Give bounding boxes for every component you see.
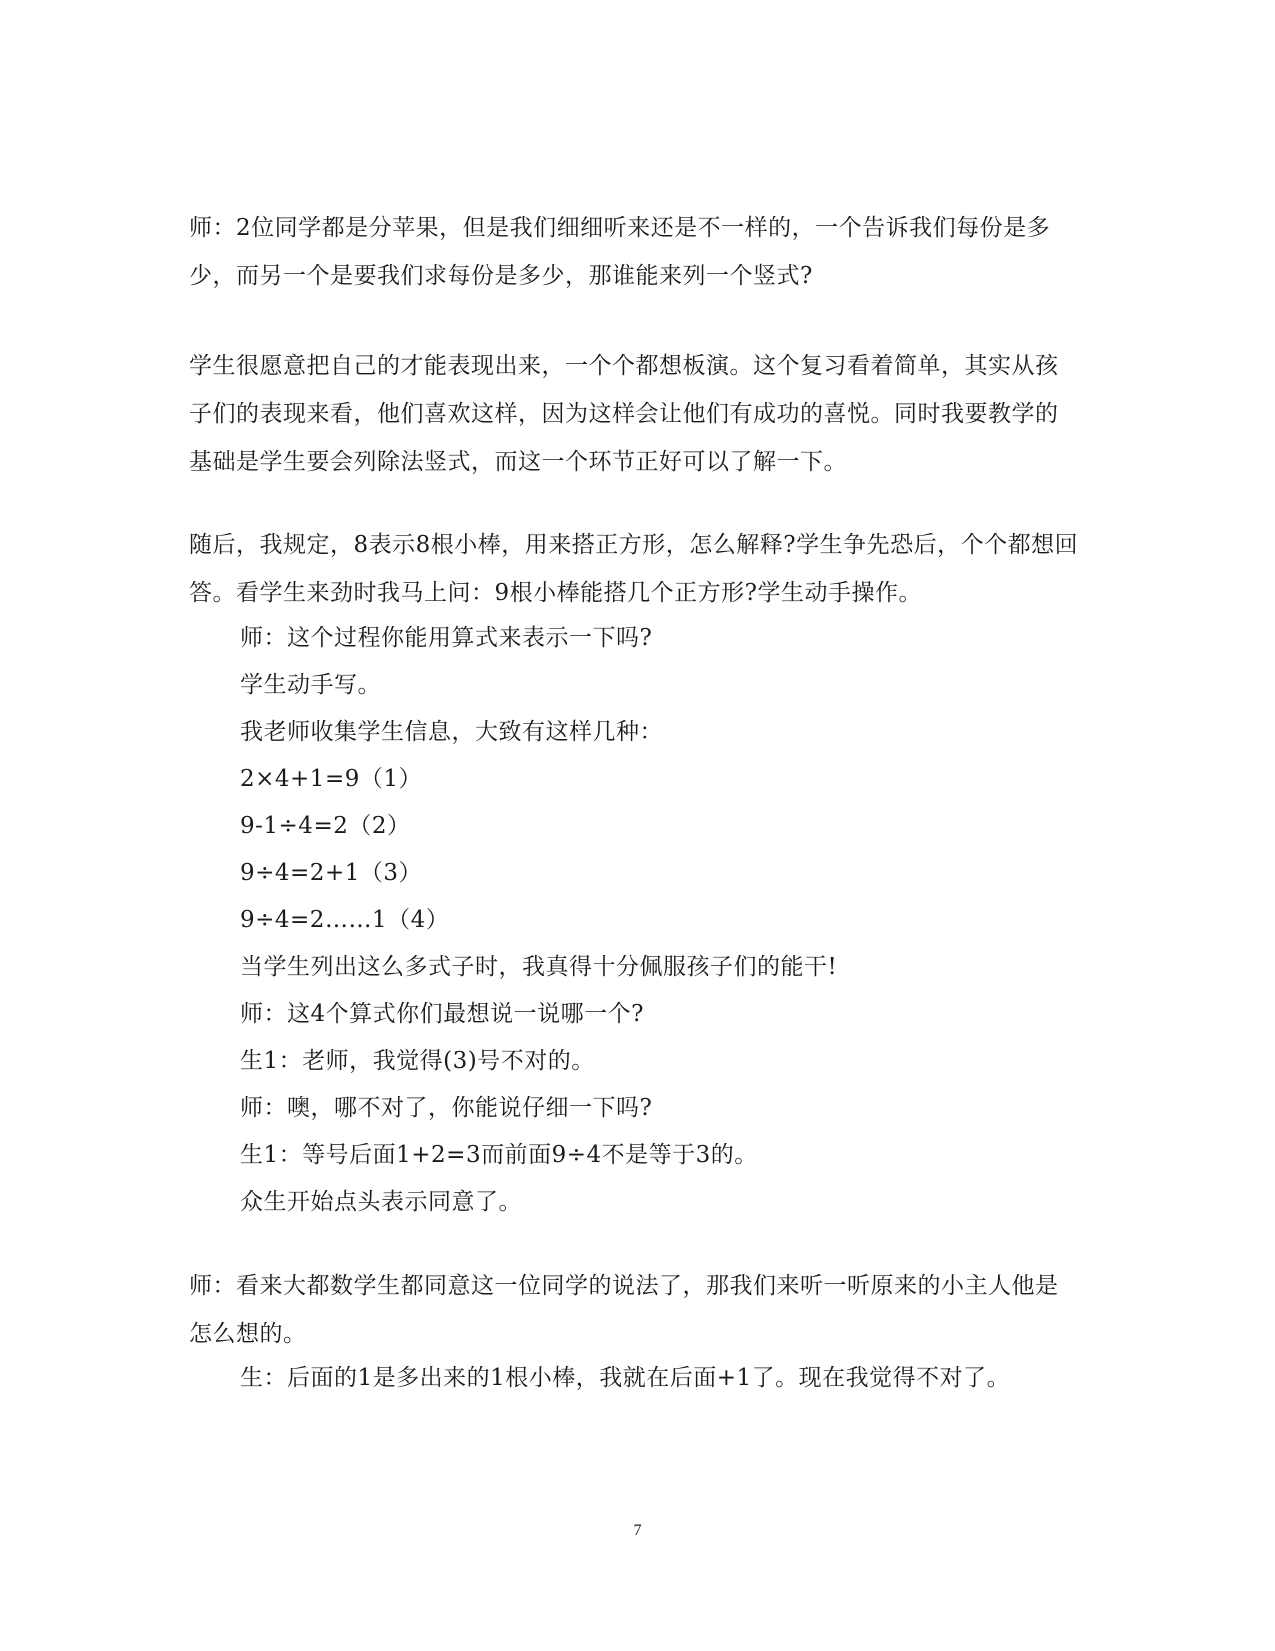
line-student-explain: 生：后面的1是多出来的1根小棒，我就在后面+1了。现在我觉得不对了。: [240, 1365, 1011, 1391]
line-collect-info: 我老师收集学生信息，大致有这样几种：: [240, 719, 663, 745]
line-student1-explain: 生1：等号后面1+2=3而前面9÷4不是等于3的。: [240, 1142, 758, 1168]
paragraph-teacher-listen: 师：看来大都数学生都同意这一位同学的说法了，那我们来听一听原来的小主人他是怎么想的。: [189, 1273, 1059, 1347]
paragraph-student-willing: 学生很愿意把自己的才能表现出来，一个个都想板演。这个复习看着简单，其实从孩子们的表现来看，他们喜欢这样，因为这样会让他们有成功的喜悦。同时我要教学的基础是学生要会列除法竖式，而这一个环节正好可以了解一下。: [189, 353, 1059, 475]
line-admire: 当学生列出这么多式子时，我真得十分佩服孩子们的能干!: [240, 954, 838, 980]
page-number: 7: [633, 1522, 642, 1539]
line-agree: 众生开始点头表示同意了。: [240, 1189, 522, 1215]
line-formula-3: 9÷4=2+1（3）: [240, 860, 422, 886]
line-student-write: 学生动手写。: [240, 672, 381, 698]
paragraph-sticks-squares: 随后，我规定，8表示8根小棒，用来搭正方形，怎么解释?学生争先恐后，个个都想回答。看学生来劲时我马上问：9根小棒能搭几个正方形?学生动手操作。: [189, 532, 1079, 606]
line-formula-4: 9÷4=2……1（4）: [240, 907, 450, 933]
line-formula-1: 2×4+1=9（1）: [240, 766, 422, 792]
line-teacher-which: 师：这4个算式你们最想说一说哪一个?: [240, 1001, 644, 1027]
line-teacher-question: 师：这个过程你能用算式来表示一下吗?: [240, 625, 653, 651]
line-formula-2: 9-1÷4=2（2）: [240, 813, 411, 839]
line-teacher-detail: 师：噢，哪不对了，你能说仔细一下吗?: [240, 1095, 653, 1121]
paragraph-teacher-apples: 师：2位同学都是分苹果，但是我们细细听来还是不一样的，一个告诉我们每份是多少，而另一个是要我们求每份是多少，那谁能来列一个竖式?: [189, 215, 1051, 289]
line-student1-wrong: 生1：老师，我觉得(3)号不对的。: [240, 1048, 595, 1074]
